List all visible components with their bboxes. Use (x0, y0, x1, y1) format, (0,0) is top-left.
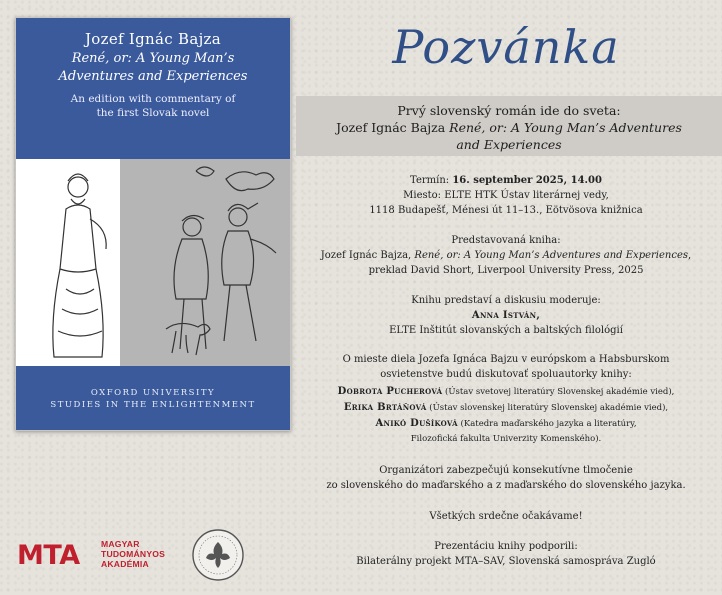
presented-book-title (300, 248, 712, 263)
book-author: Jozef Ignác Bajza (84, 30, 221, 48)
welcome-text: Všetkých srdečne očakávame! (429, 511, 583, 522)
mta-logo-word: MAGYAR (101, 539, 140, 549)
event-title-line: Prvý slovenský román ide do sveta: (397, 103, 621, 118)
book-cover-header (16, 18, 290, 158)
discussion-line: O mieste diela Jozefa Ignáca Bajzu v európskom a Habsburskom (342, 354, 670, 365)
mta-logo (17, 534, 177, 574)
term-label: Termín: (410, 175, 453, 186)
panelist-affiliation: (Ústav slovenskej literatúry Slovenskej akadémie vied), (426, 403, 669, 413)
event-title (296, 102, 722, 153)
panelist-affiliation: (Katedra maďarského jazyka a literatúry, (457, 419, 637, 429)
book-title-line: René, or: A Young Man’s (71, 51, 235, 66)
interpretation-note (300, 463, 712, 493)
book-subtitle (16, 92, 290, 120)
book-cover (15, 17, 291, 431)
support-label: Prezentáciu knihy podporili: (434, 541, 578, 552)
event-details (300, 173, 712, 218)
presented-book (300, 233, 712, 278)
moderator-name: Anna István, (471, 310, 541, 321)
book-series (16, 369, 290, 411)
invitation-heading: Pozvánka (392, 20, 620, 74)
zuglo-slovak-seal-icon (191, 528, 245, 582)
book-subtitle-line: An edition with commentary of (70, 93, 236, 105)
mta-logo-word: TUDOMÁNYOS (101, 548, 166, 559)
support-line: Bilaterálny projekt MTA–SAV, Slovenská samospráva Zugló (356, 556, 656, 567)
presented-book-translation: preklad David Short, Liverpool University Press, 2025 (368, 265, 644, 276)
book-title-line: Adventures and Experiences (58, 69, 248, 84)
event-title-book: René, or: A Young Man’s Adventures (449, 120, 682, 135)
moderator-institution: ELTE Inštitút slovanských a baltských filológií (389, 325, 623, 336)
book-subtitle-line: the first Slovak novel (96, 107, 210, 119)
panelist-affiliation-cont: Filozofická fakulta Univerzity Komenského). (410, 434, 602, 444)
presented-book-comma: , (688, 250, 692, 261)
interpretation-line: Organizátori zabezpečujú konsekutívne tlmočenie (379, 465, 633, 476)
panelist (300, 384, 712, 400)
panelist-name: Dobrota Pucherová (337, 386, 443, 397)
book-series-line: STUDIES IN THE ENLIGHTENMENT (50, 400, 256, 410)
event-title-author: Jozef Ignác Bajza (336, 120, 450, 135)
term-value: 16. september 2025, 14.00 (452, 175, 602, 186)
event-term (300, 173, 712, 188)
moderator-section (300, 293, 712, 338)
interpretation-line: zo slovenského do maďarského a z maďarského do slovenského jazyka. (326, 480, 686, 491)
event-place: Miesto: ELTE HTK Ústav literárnej vedy, (403, 190, 609, 201)
event-title-book: and Experiences (456, 137, 562, 152)
mta-logo-words (101, 540, 165, 569)
presented-book-name: René, or: A Young Man’s Adventures and Experiences (414, 250, 689, 261)
panelist-name: Anikó Dušíková (375, 418, 458, 429)
woodcut-figures-icon (16, 159, 290, 366)
discussion-section (300, 352, 712, 447)
event-title-line (296, 119, 722, 136)
moderator-intro: Knihu predstaví a diskusiu moderuje: (411, 295, 601, 306)
panelist-name: Erika Brtáňová (343, 402, 427, 413)
mta-logo-word: AKADÉMIA (101, 558, 149, 569)
panelist-affiliation: (Ústav svetovej literatúry Slovenskej akadémie vied), (442, 387, 675, 397)
discussion-line: osvietenstve budú diskutovať spoluautorky knihy: (380, 369, 632, 380)
mta-logo-letters: MTA (17, 540, 80, 571)
presented-book-author: Jozef Ignác Bajza, (320, 250, 415, 261)
panelist (300, 416, 712, 432)
event-title-line (296, 136, 722, 153)
presented-book-label: Predstavovaná kniha: (451, 235, 561, 246)
book-series-line: OXFORD UNIVERSITY (90, 388, 216, 398)
support-section (300, 539, 712, 569)
book-title (16, 50, 290, 86)
book-cover-woodcut-illustration (16, 159, 290, 366)
panelist (300, 400, 712, 416)
event-address: 1118 Budapešť, Ménesi út 11–13., Eötvösova knižnica (369, 205, 643, 216)
